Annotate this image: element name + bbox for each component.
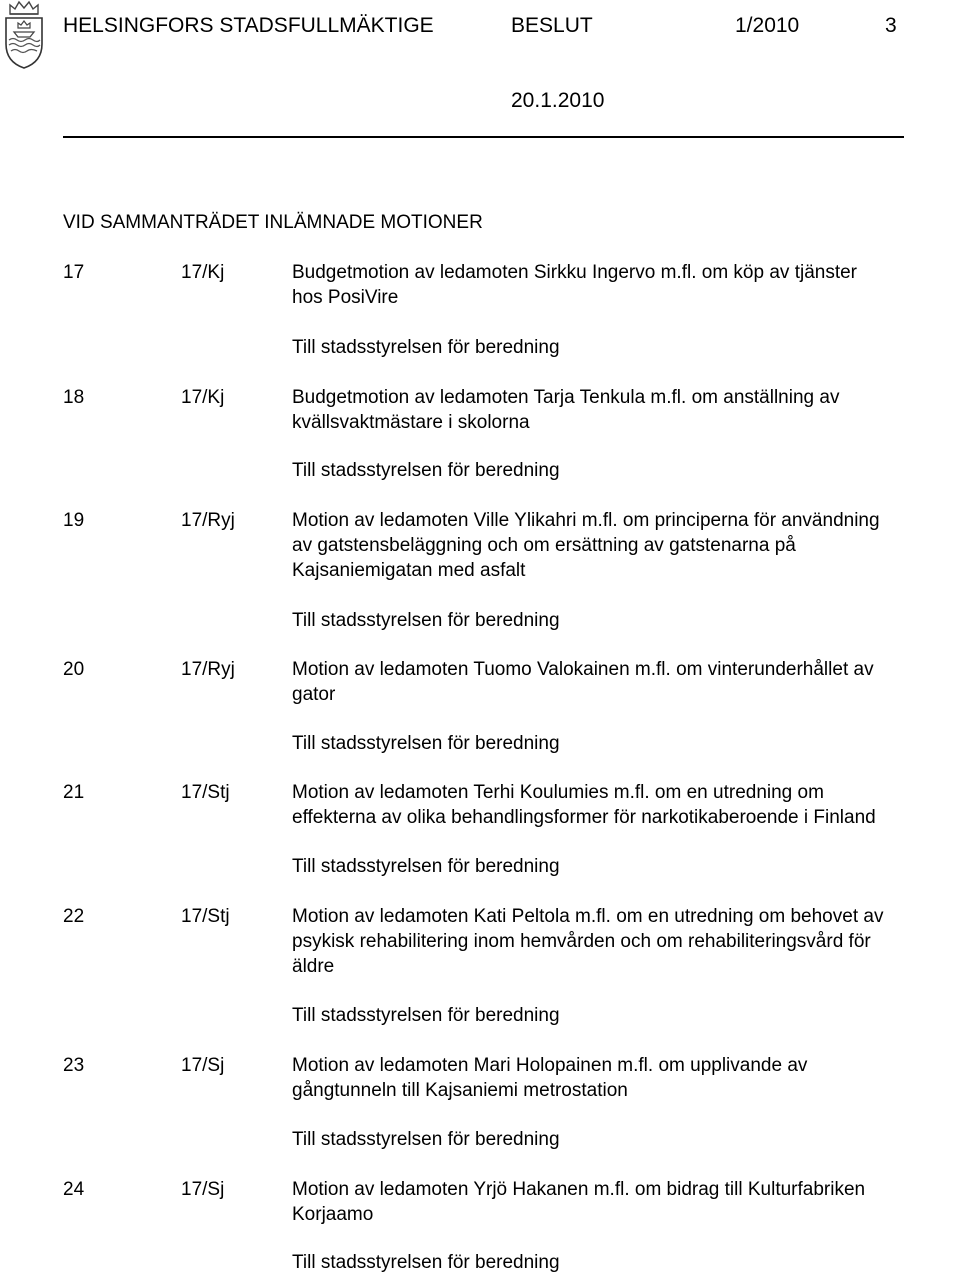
motion-text-line: Motion av ledamoten Terhi Koulumies m.fl. om en utredning om [292,782,824,803]
helsinki-crest-icon [2,0,46,70]
motion-text [292,904,952,979]
motion-text-line: gator [292,684,336,705]
motion-number: 23 [63,1055,85,1076]
motion-text-line: Budgetmotion av ledamoten Tarja Tenkula m.fl. om anställning av [292,387,840,408]
motion-text-line: gångtunneln till Kajsaniemi metrostation [292,1080,628,1101]
header-date: 20.1.2010 [511,89,605,112]
motion-text-line: effekterna av olika behandlingsformer för narkotikaberoende i Finland [292,807,876,828]
motion-referral: Till stadsstyrelsen för beredning [292,1252,560,1273]
header-doc-type: BESLUT [511,14,593,37]
motion-number: 19 [63,510,85,531]
motion-code: 17/Stj [181,782,230,803]
motion-text-line: Motion av ledamoten Tuomo Valokainen m.fl. om vinterunderhållet av [292,659,874,680]
motion-text [292,780,952,830]
motion-text-line: psykisk rehabilitering inom hemvården och om rehabiliteringsvård för [292,931,871,952]
motion-text-line: Korjaamo [292,1204,374,1225]
motion-text-line: hos PosiVire [292,287,399,308]
motion-text-line: Motion av ledamoten Yrjö Hakanen m.fl. om bidrag till Kulturfabriken [292,1179,866,1200]
header-organization: HELSINGFORS STADSFULLMÄKTIGE [63,14,434,37]
motion-text [292,385,952,435]
motion-text [292,1177,952,1227]
motion-referral: Till stadsstyrelsen för beredning [292,1005,560,1026]
motion-code: 17/Ryj [181,510,235,531]
motion-code: 17/Sj [181,1055,225,1076]
motion-referral: Till stadsstyrelsen för beredning [292,460,560,481]
motion-referral: Till stadsstyrelsen för beredning [292,1129,560,1150]
motion-referral: Till stadsstyrelsen för beredning [292,733,560,754]
motion-number: 22 [63,906,85,927]
header-number: 1/2010 [735,14,800,37]
motion-number: 18 [63,387,85,408]
motion-text-line: Motion av ledamoten Kati Peltola m.fl. om en utredning om behovet av [292,906,884,927]
section-title: VID SAMMANTRÄDET INLÄMNADE MOTIONER [63,212,483,233]
header-divider [63,136,904,138]
motion-code: 17/Kj [181,262,225,283]
motion-referral: Till stadsstyrelsen för beredning [292,856,560,877]
motion-text-line: kvällsvaktmästare i skolorna [292,412,530,433]
motion-number: 17 [63,262,85,283]
motion-code: 17/Kj [181,387,225,408]
motion-number: 21 [63,782,85,803]
motion-number: 20 [63,659,85,680]
motion-text [292,508,952,583]
motion-text-line: Motion av ledamoten Ville Ylikahri m.fl. om principerna för användning [292,510,880,531]
motion-referral: Till stadsstyrelsen för beredning [292,610,560,631]
motion-code: 17/Ryj [181,659,235,680]
motion-code: 17/Stj [181,906,230,927]
motion-text-line: Budgetmotion av ledamoten Sirkku Ingervo m.fl. om köp av tjänster [292,262,857,283]
motion-number: 24 [63,1179,85,1200]
motion-text [292,657,952,707]
motion-text [292,260,952,310]
motion-text-line: Motion av ledamoten Mari Holopainen m.fl. om upplivande av [292,1055,808,1076]
motion-text [292,1053,952,1103]
motion-text-line: Kajsaniemigatan med asfalt [292,560,526,581]
motion-text-line: äldre [292,956,335,977]
motion-referral: Till stadsstyrelsen för beredning [292,337,560,358]
motion-text-line: av gatstensbeläggning och om ersättning av gatstenarna på [292,535,796,556]
motion-code: 17/Sj [181,1179,225,1200]
header-page-number: 3 [885,14,897,37]
